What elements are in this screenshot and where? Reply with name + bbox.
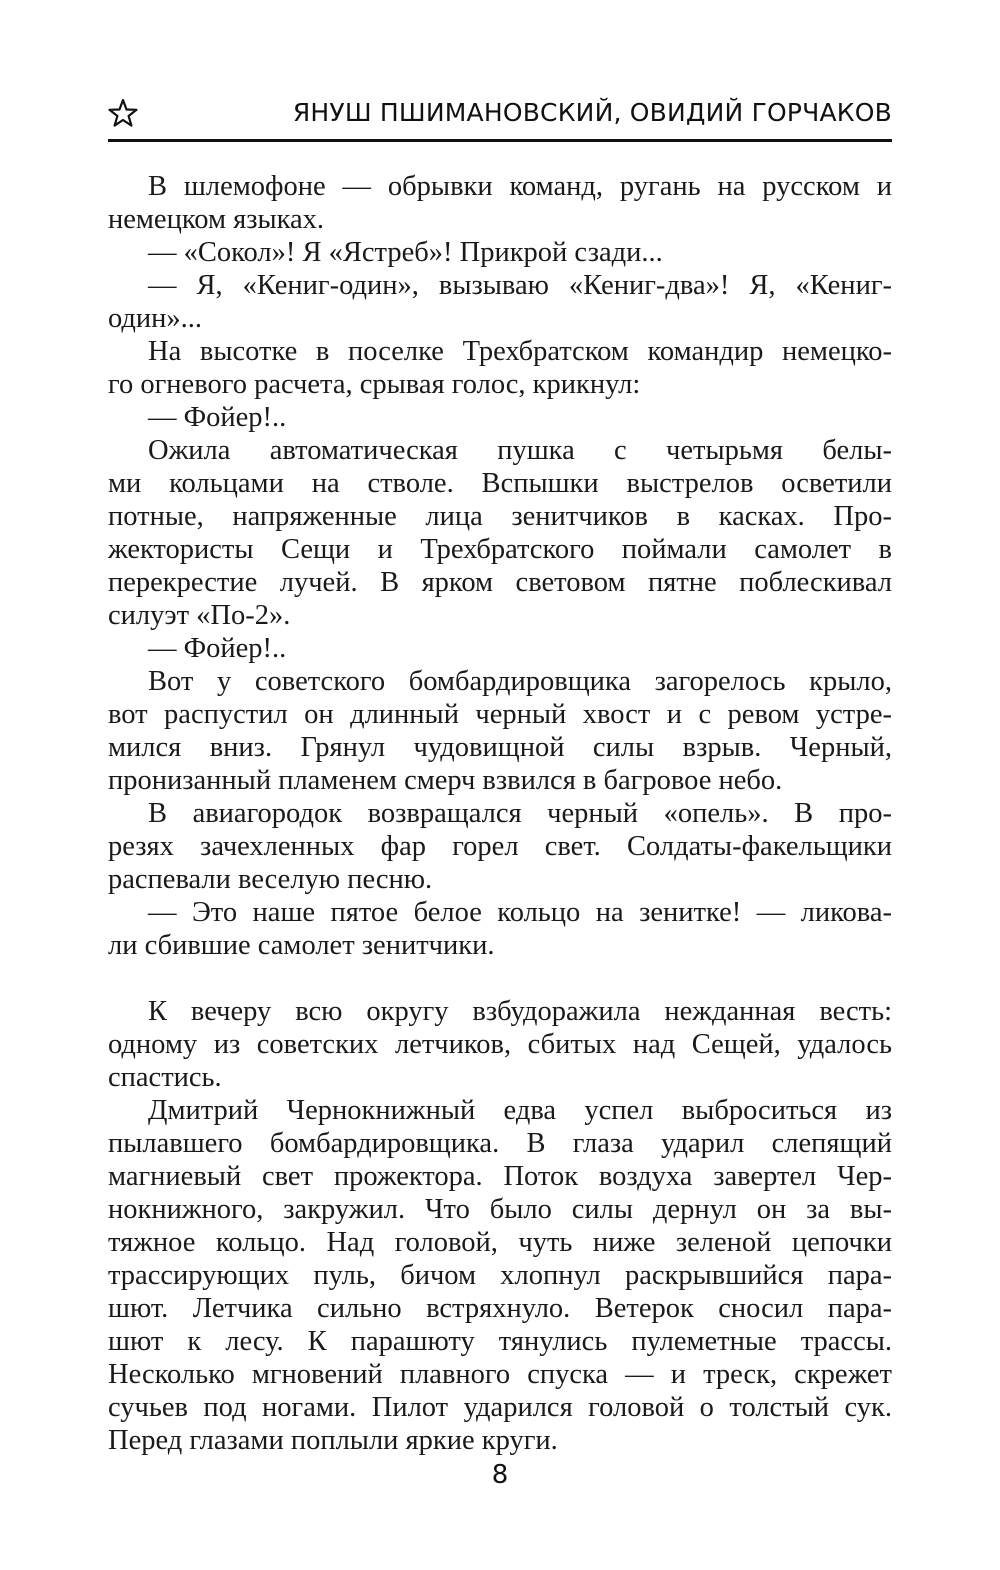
text-line: — «Сокол»! Я «Ястреб»! Прикрой сзади...	[148, 237, 663, 268]
running-header	[108, 94, 892, 138]
text-line: Ожила автоматическая пушка с четырьмя белы-	[148, 435, 892, 466]
text-line: — Это наше пятое белое кольцо на зенитке! — ликова-	[148, 897, 892, 928]
text-line: один»...	[108, 303, 203, 334]
text-line: сучьев под ногами. Пилот ударился головой о толстый сук.	[108, 1392, 892, 1423]
text-line: Перед глазами поплыли яркие круги.	[108, 1425, 558, 1456]
header-rule	[108, 139, 892, 142]
page-number: 8	[491, 1460, 509, 1490]
text-line: В шлемофоне — обрывки команд, ругань на русском и	[148, 171, 892, 202]
text-line: распевали веселую песню.	[108, 864, 433, 895]
text-line: го огневого расчета, срывая голос, крикнул:	[108, 369, 641, 400]
body-text	[108, 170, 892, 1457]
text-line: шют. Летчика сильно встряхнуло. Ветерок сносил пара-	[108, 1293, 892, 1324]
text-line: жектористы Сещи и Трехбратского поймали самолет в	[108, 534, 892, 565]
text-line: — Фойер!..	[148, 402, 287, 433]
running-title: ЯНУШ ПШИМАНОВСКИЙ, ОВИДИЙ ГОРЧАКОВ	[292, 98, 892, 127]
text-line: нокнижного, закружил. Что было силы дернул он за вы-	[108, 1194, 892, 1225]
text-line: резях зачехленных фар горел свет. Солдаты-факельщики	[108, 831, 892, 862]
text-line: пылавшего бомбардировщика. В глаза ударил слепящий	[108, 1128, 892, 1159]
text-line: К вечеру всю округу взбудоражила нежданная весть:	[148, 996, 892, 1027]
text-line: мился вниз. Грянул чудовищной силы взрыв. Черный,	[108, 732, 892, 763]
text-line: — Фойер!..	[148, 633, 287, 664]
text-line: Несколько мгновений плавного спуска — и треск, скрежет	[108, 1359, 892, 1390]
text-line: перекрестие лучей. В ярком световом пятне поблескивал	[108, 567, 892, 598]
text-line: — Я, «Кениг-один», вызываю «Кениг-два»! Я, «Кениг-	[148, 270, 892, 301]
text-line: одному из советских летчиков, сбитых над Сещей, удалось	[108, 1029, 892, 1060]
text-line: В авиагородок возвращался черный «опель». В про-	[148, 798, 892, 829]
text-line: На высотке в поселке Трехбратском командир немецко-	[148, 336, 892, 367]
text-line: ми кольцами на стволе. Вспышки выстрелов осветили	[108, 468, 892, 499]
text-line: тяжное кольцо. Над головой, чуть ниже зеленой цепочки	[108, 1227, 892, 1258]
text-line: магниевый свет прожектора. Поток воздуха завертел Чер-	[108, 1161, 892, 1192]
text-line: Вот у советского бомбардировщика загорелось крыло,	[148, 666, 892, 697]
text-line: трассирующих пуль, бичом хлопнул раскрывшийся пара-	[108, 1260, 892, 1291]
text-line: шют к лесу. К парашюту тянулись пулеметные трассы.	[108, 1326, 892, 1357]
text-line: Дмитрий Чернокнижный едва успел выброситься из	[148, 1095, 892, 1126]
text-line: спастись.	[108, 1062, 222, 1093]
text-line: вот распустил он длинный черный хвост и с ревом устре-	[108, 699, 892, 730]
text-line: пронизанный пламенем смерч взвился в багровое небо.	[108, 765, 783, 796]
text-line: немецком языках.	[108, 204, 325, 235]
text-line: потные, напряженные лица зенитчиков в касках. Про-	[108, 501, 892, 532]
star-outline-icon	[108, 98, 138, 128]
section-break	[108, 962, 892, 995]
text-line: силуэт «По-2».	[108, 600, 291, 631]
text-line: ли сбившие самолет зенитчики.	[108, 930, 495, 961]
